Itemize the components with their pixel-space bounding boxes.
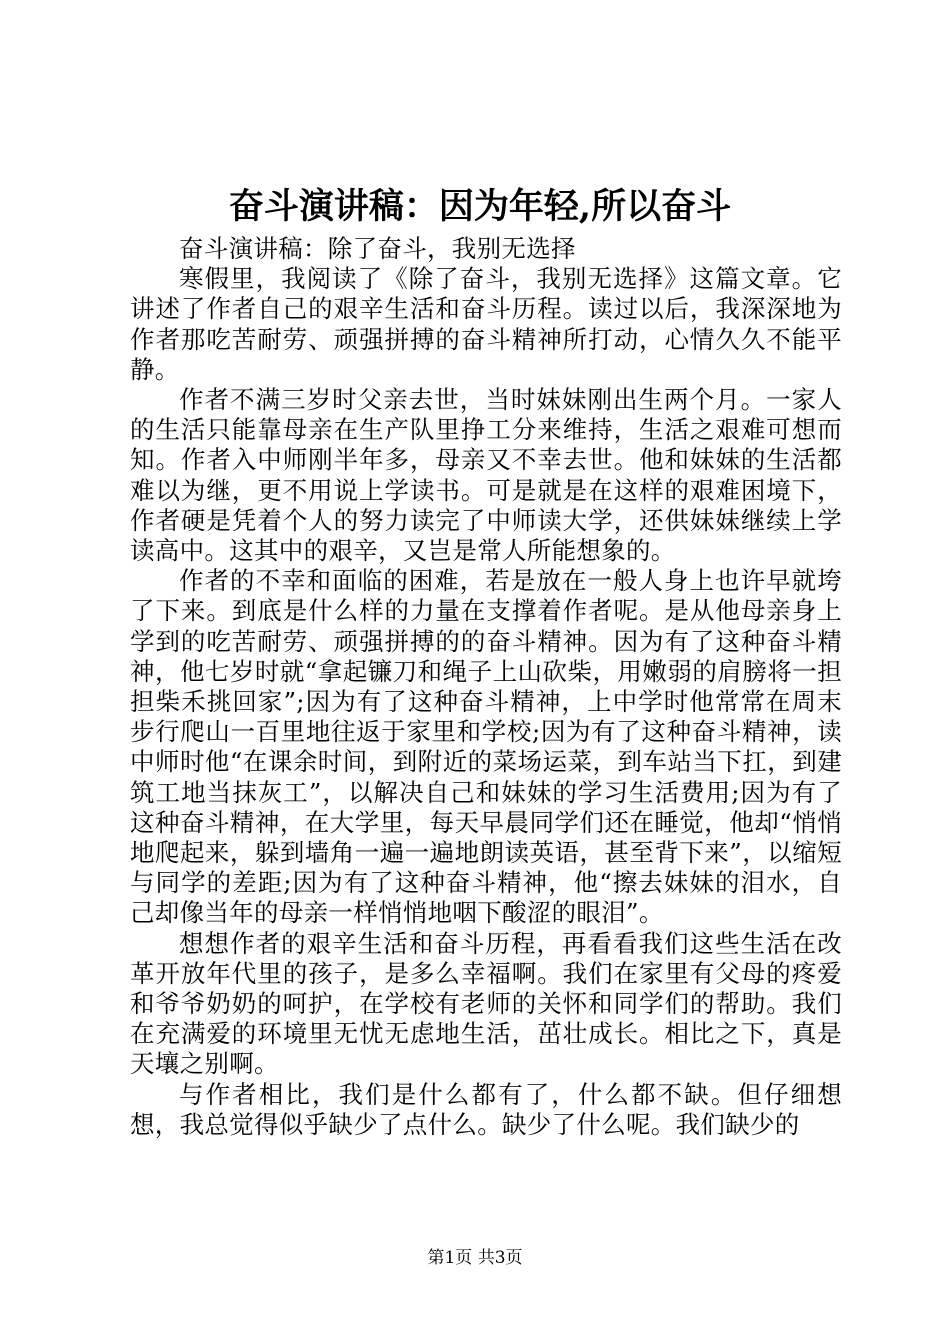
paragraph: 与作者相比，我们是什么都有了，什么都不缺。但仔细想想，我总觉得似乎缺少了点什么。缺少了什么呢。我们缺少的 [130, 1079, 842, 1139]
paragraph: 想想作者的艰辛生活和奋斗历程，再看看我们这些生活在改革开放年代里的孩子，是多么幸福啊。我们在家里有父母的疼爱和爷爷奶奶的呵护，在学校有老师的关怀和同学们的帮助。我们在充满爱的环境里无忧无虑地生活，茁壮成长。相比之下，真是天壤之别啊。 [130, 928, 842, 1079]
paragraph: 作者不满三岁时父亲去世，当时妹妹刚出生两个月。一家人的生活只能靠母亲在生产队里挣工分来维持，生活之艰难可想而知。作者入中师刚半年多，母亲又不幸去世。他和妹妹的生活都难以为继，更不用说上学读书。可是就是在这样的艰难困境下，作者硬是凭着个人的努力读完了中师读大学，还供妹妹继续上学读高中。这其中的艰辛，又岂是常人所能想象的。 [130, 385, 842, 566]
paragraph: 寒假里，我阅读了《除了奋斗，我别无选择》这篇文章。它讲述了作者自己的艰辛生活和奋斗历程。读过以后，我深深地为作者那吃苦耐劳、顽强拼搏的奋斗精神所打动，心情久久不能平静。 [130, 264, 842, 384]
paragraph: 作者的不幸和面临的困难，若是放在一般人身上也许早就垮了下来。到底是什么样的力量在支撑着作者呢。是从他母亲身上学到的吃苦耐劳、顽强拼搏的的奋斗精神。因为有了这种奋斗精神，他七岁时就“拿起镰刀和绳子上山砍柴，用嫩弱的肩膀将一担担柴禾挑回家”;因为有了这种奋斗精神，上中学时他常常在周末步行爬山一百里地往返于家里和学校;因为有了这种奋斗精神，读中师时他“在课余时间，到附近的菜场运菜，到车站当下扛，到建筑工地当抹灰工”，以解决自己和妹妹的学习生活费用;因为有了这种奋斗精神，在大学里，每天早晨同学们还在睡觉，他却“悄悄地爬起来，躲到墙角一遍一遍地朗读英语，甚至背下来”，以缩短与同学的差距;因为有了这种奋斗精神，他“擦去妹妹的泪水，自己却像当年的母亲一样悄悄地咽下酸涩的眼泪”。 [130, 566, 842, 928]
document-body [130, 234, 842, 1140]
document-title: 奋斗演讲稿：因为年轻,所以奋斗 [228, 186, 732, 227]
page-number-footer: 第1页 共3页 [427, 1248, 523, 1268]
document-subtitle: 奋斗演讲稿：除了奋斗，我别无选择 [179, 234, 576, 263]
